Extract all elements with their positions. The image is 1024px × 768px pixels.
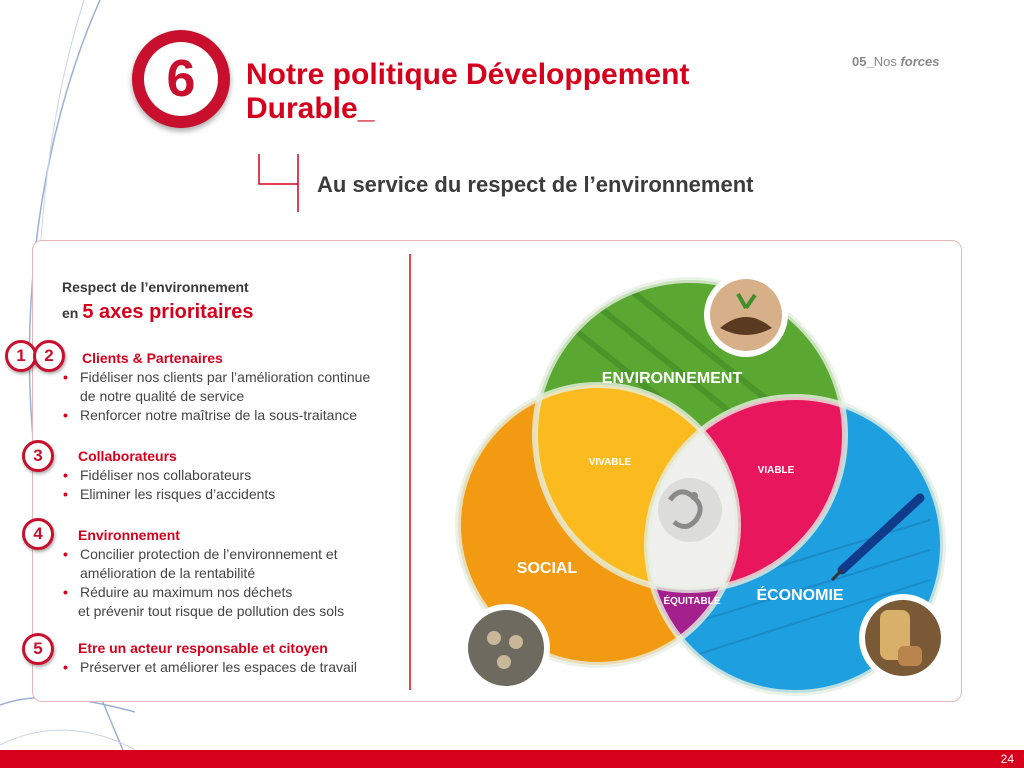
bullet-dot: • [63, 584, 68, 600]
plant-in-hands-photo [704, 273, 788, 357]
bullet-dot: • [63, 407, 68, 423]
bullet-dot: • [63, 659, 68, 675]
axis-environnement-bullets [62, 545, 338, 564]
bullet-dot: • [63, 369, 68, 385]
subtitle-bracket [258, 154, 302, 214]
chapter-number-badge [132, 30, 230, 128]
page-number: 24 [1000, 752, 1014, 766]
chapter-number: 6 [144, 42, 218, 116]
intro-line2 [62, 301, 254, 324]
section-word1: Nos [873, 54, 897, 69]
crowd-photo [462, 604, 550, 692]
axis-number-2: 2 [33, 340, 65, 372]
axis-environnement-bullets-2 [62, 583, 292, 602]
bullet-item: • Préserver et améliorer les espaces de travail [63, 659, 358, 675]
bullet-continuation: amélioration de la rentabilité [80, 565, 256, 581]
axis-number-5: 5 [22, 633, 54, 665]
intro-emphasis: 5 axes prioritaires [82, 301, 254, 323]
bullet-item: • Fidéliser nos collaborateurs [63, 467, 252, 483]
subtitle: Au service du respect de l’environnement [317, 172, 754, 197]
intro-prefix: en [62, 305, 79, 321]
column-separator [409, 254, 411, 690]
label-economie: ÉCONOMIE [756, 587, 844, 604]
axis-number-1: 1 [5, 340, 37, 372]
axis-number-3: 3 [22, 440, 54, 472]
label-social: SOCIAL [516, 560, 578, 577]
axis-number-4: 4 [22, 518, 54, 550]
bullet-item: • Réduire au maximum nos déchets [63, 584, 293, 600]
coins-photo [859, 594, 947, 682]
page-title-line1: Notre politique Développement [246, 58, 690, 91]
bullet-dot: • [63, 467, 68, 483]
bullet-continuation: de notre qualité de service [80, 388, 245, 404]
axis-citoyen-bullets [62, 658, 357, 677]
intro-line1: Respect de l’environnement [62, 279, 249, 295]
axis-title-collaborateurs: Collaborateurs [78, 448, 177, 464]
bullet-dot: • [63, 486, 68, 502]
bullet-item: • Concilier protection de l’environnement et [63, 546, 338, 562]
bullet-dot: • [63, 546, 68, 562]
label-viable: VIABLE [757, 465, 795, 476]
section-tag [852, 54, 939, 69]
bullet-continuation-2: et prévenir tout risque de pollution des sols [78, 603, 345, 619]
axis-collaborateurs-bullets [62, 466, 275, 504]
section-word2: forces [900, 54, 940, 69]
axis-clients-bullets [62, 368, 370, 387]
page-title [246, 58, 689, 126]
section-number: 05_ [852, 54, 874, 69]
company-logo-icon [658, 478, 722, 542]
footer-bar [0, 750, 1024, 768]
axis-title-clients: Clients & Partenaires [82, 350, 223, 366]
label-equitable: ÉQUITABLE [663, 596, 721, 607]
label-environnement: ENVIRONNEMENT [601, 370, 743, 387]
axis-title-environnement: Environnement [78, 527, 180, 543]
page-title-line2: Durable_ [246, 92, 375, 125]
axis-clients-bullets-2 [62, 406, 357, 425]
label-vivable: VIVABLE [588, 457, 632, 468]
sustainability-venn-diagram [450, 270, 950, 700]
bullet-item: • Renforcer notre maîtrise de la sous-traitance [63, 407, 358, 423]
bullet-item: • Fidéliser nos clients par l’amélioration continue [63, 369, 371, 385]
bullet-item: • Eliminer les risques d’accidents [63, 486, 276, 502]
axis-title-citoyen: Etre un acteur responsable et citoyen [78, 640, 328, 656]
